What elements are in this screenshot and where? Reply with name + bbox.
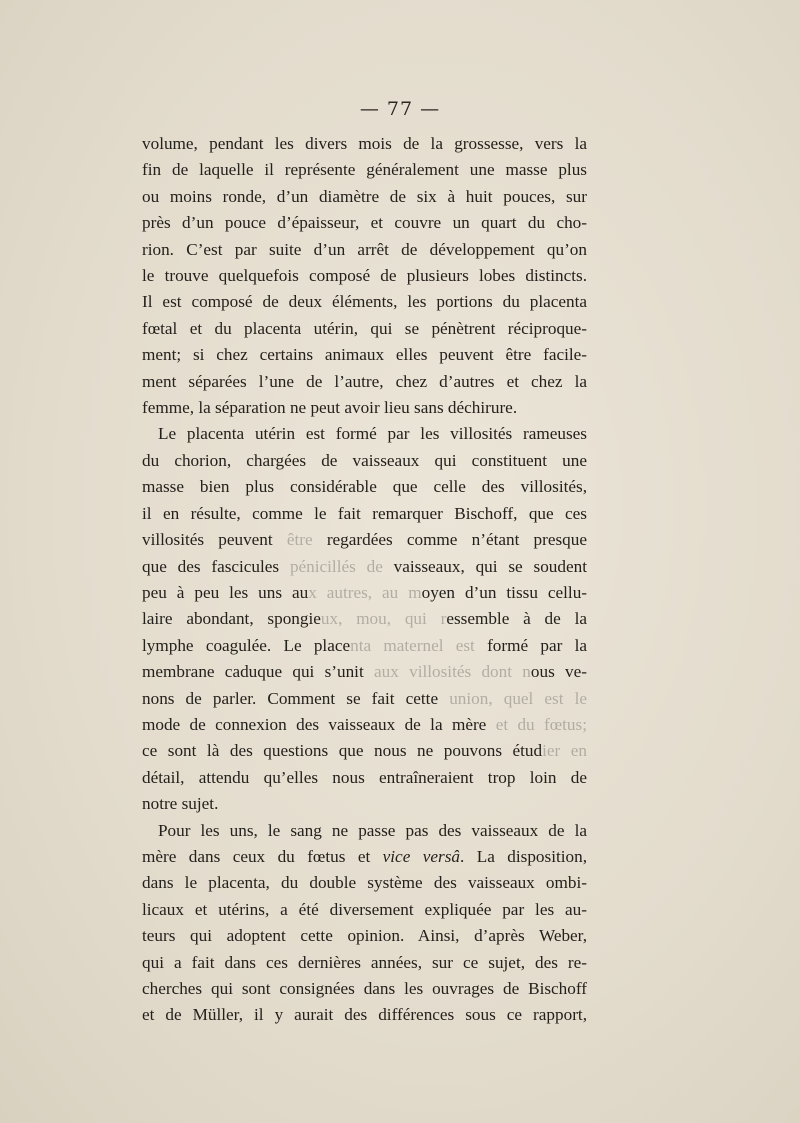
text-line: [142, 210, 587, 236]
text-line: [142, 686, 587, 712]
text-segment: aux villosités dont n: [374, 662, 531, 682]
text-segment: formé par la: [474, 635, 587, 655]
text-segment: oyen d’un tissu cellu-: [421, 582, 588, 602]
text-segment: détail, attendu qu’elles nous entraîneraient trop loin de: [142, 767, 587, 787]
text-segment: cherches qui sont consignées dans les ouvrages de Bischoff: [142, 979, 587, 998]
text-segment: qui a fait dans ces dernières années, sur ce sujet, des re-: [142, 952, 587, 972]
text-segment: teurs qui adoptent cette opinion. Ainsi, d’après Weber,: [142, 926, 587, 946]
text-line: [142, 950, 587, 976]
text-segment: volume, pendant les divers mois de la grossesse, vers la: [142, 134, 587, 153]
text-segment: ux, mou, qui r: [320, 609, 447, 629]
text-segment: lymphe coagulée. Le place: [142, 635, 351, 655]
text-segment: pénicillés de: [289, 556, 383, 576]
text-segment: ous ve-: [530, 662, 587, 682]
text-line: [142, 289, 587, 315]
text-segment: x autres, au m: [308, 582, 422, 602]
text-line: [142, 395, 587, 421]
text-segment: ment séparées l’une de l’autre, chez d’autres et chez la: [142, 371, 587, 391]
text-line: [142, 421, 587, 447]
text-segment: ou moins ronde, d’un diamètre de six à huit pouces, sur: [142, 186, 587, 206]
text-segment: femme, la séparation ne peut avoir lieu sans déchirure.: [142, 398, 518, 418]
text-line: [142, 527, 587, 553]
text-segment: le trouve quelquefois composé de plusieurs lobes distincts.: [142, 266, 587, 286]
text-line: [142, 976, 587, 1002]
text-segment: membrane caduque qui s’unit: [142, 662, 375, 682]
text-segment: peu à peu les uns au: [142, 582, 309, 602]
text-line: [142, 659, 587, 685]
text-segment: mère dans ceux du fœtus et: [142, 846, 383, 866]
text-line: [142, 501, 587, 527]
text-line: [142, 131, 587, 157]
text-line: [142, 897, 587, 923]
text-line: [142, 712, 587, 738]
text-line: [142, 554, 587, 580]
text-segment: villosités peuvent: [142, 530, 287, 550]
text-segment: licaux et utérins, a été diversement expliquée par les au-: [142, 899, 587, 919]
text-segment: union, quel est le: [449, 688, 587, 708]
text-line: [142, 369, 587, 395]
text-segment: fœtal et du placenta utérin, qui se pénètrent réciproque-: [142, 318, 587, 338]
body-text: [142, 131, 587, 1029]
text-segment: mode de connexion des vaisseaux de la mère: [142, 714, 496, 734]
text-segment: Le placenta utérin est formé par les villosités rameuses: [158, 424, 587, 444]
text-line: [142, 738, 587, 764]
text-segment: Il est composé de deux éléments, les portions du placenta: [142, 292, 587, 312]
text-segment: . La disposition,: [459, 846, 588, 866]
text-segment: et de Müller, il y aurait des différences sous ce rapport,: [142, 1005, 587, 1025]
text-segment: il en résulte, comme le fait remarquer Bischoff, que ces: [142, 503, 587, 523]
text-line: [142, 606, 587, 632]
text-segment: rion. C’est par suite d’un arrêt de développement qu’on: [142, 239, 587, 259]
text-segment: ce sont là des questions que nous ne pouvons étud: [142, 741, 543, 761]
text-segment: nons de parler. Comment se fait cette: [142, 688, 450, 708]
text-segment: regardées comme n’étant presque: [312, 530, 587, 550]
text-line: [142, 316, 587, 342]
text-segment: Pour les uns, le sang ne passe pas des vaisseaux de la: [158, 820, 587, 840]
text-line: [142, 184, 587, 210]
text-segment: masse bien plus considérable que celle des villosités,: [142, 477, 587, 497]
text-line: [142, 818, 587, 844]
text-line: [142, 1002, 587, 1028]
text-segment: ment; si chez certains animaux elles peuvent être facile-: [142, 345, 587, 365]
italic-text: vice versâ: [382, 846, 460, 866]
page-number: — 77 —: [359, 98, 441, 120]
text-line: [142, 791, 587, 817]
text-segment: notre sujet.: [142, 794, 219, 814]
text-segment: nta maternel est: [350, 635, 475, 655]
text-line: [142, 923, 587, 949]
text-segment: laire abondant, spongie: [142, 609, 321, 629]
text-line: [142, 870, 587, 896]
text-segment: essemble à de la: [446, 609, 587, 629]
text-line: [142, 580, 587, 606]
text-line: [142, 448, 587, 474]
text-segment: dans le placenta, du double système des vaisseaux ombi-: [142, 873, 587, 893]
text-segment: près d’un pouce d’épaisseur, et couvre un quart du cho-: [142, 213, 587, 233]
text-line: [142, 844, 587, 870]
text-line: [142, 633, 587, 659]
text-segment: vaisseaux, qui se soudent: [382, 556, 587, 576]
text-segment: que des fascicules: [142, 556, 290, 576]
text-segment: du chorion, chargées de vaisseaux qui constituent une: [142, 450, 587, 470]
text-segment: et du fœtus;: [495, 714, 587, 734]
text-segment: être: [286, 530, 313, 550]
text-line: [142, 474, 587, 500]
text-segment: ier en: [542, 741, 587, 761]
text-line: [142, 263, 587, 289]
text-line: [142, 342, 587, 368]
text-line: [142, 157, 587, 183]
text-line: [142, 765, 587, 791]
text-segment: fin de laquelle il représente généralement une masse plus: [142, 160, 587, 180]
text-line: [142, 237, 587, 263]
